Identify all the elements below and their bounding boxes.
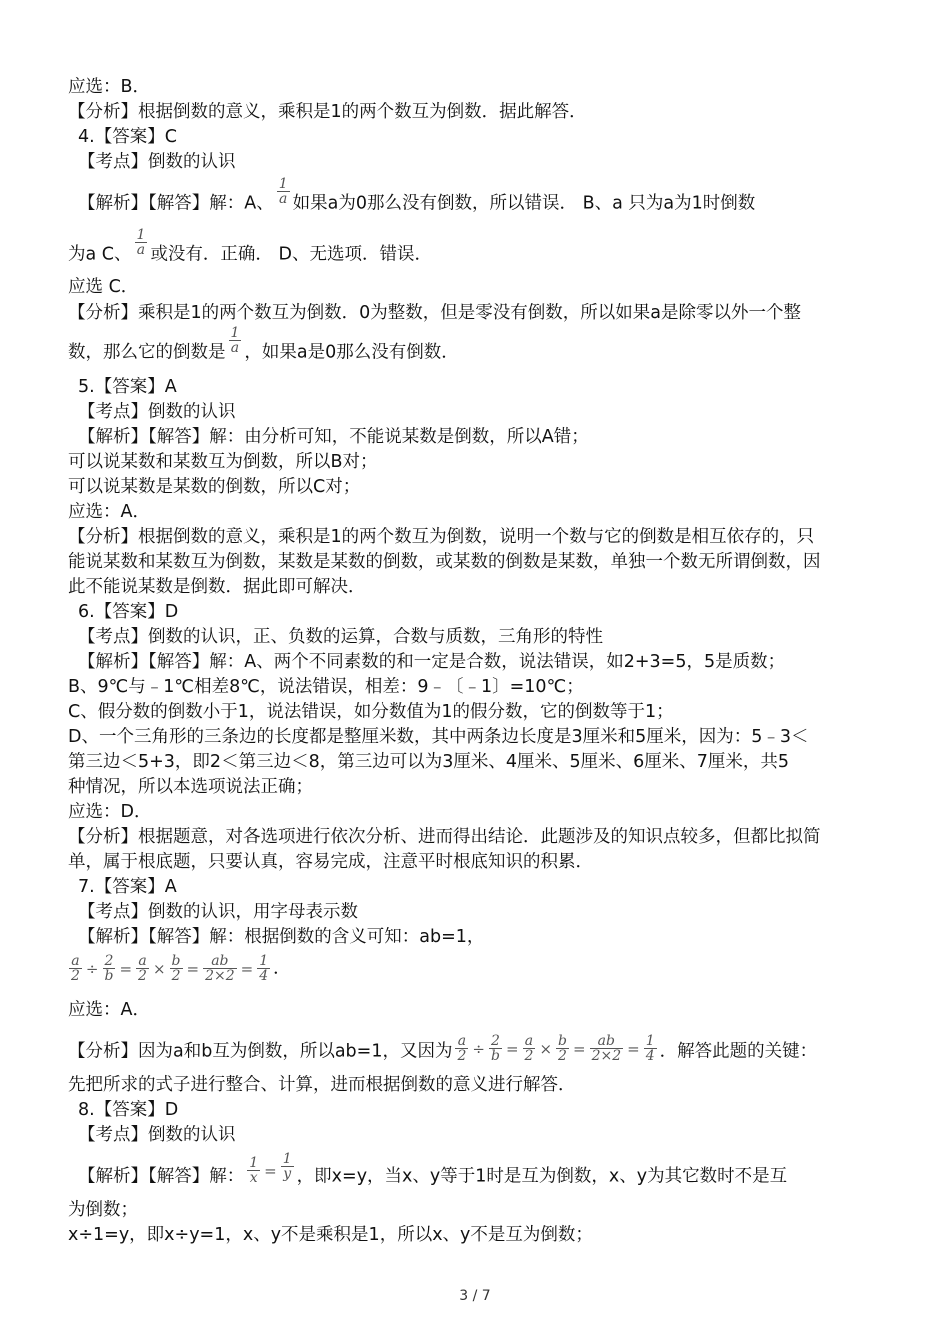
denominator: 2 [71,968,80,984]
kaodian-line: 【考点】倒数的认识 [78,1125,236,1145]
operator: ÷ [472,1039,485,1058]
operator: = [264,1161,277,1180]
operator: × [539,1039,553,1058]
text-line: 应选：B． [68,77,151,97]
fraction-1-over-a [135,228,148,257]
kaodian-line: 【考点】倒数的认识，正、负数的运算，合数与质数，三角形的特性 [78,627,603,647]
denominator: 4 [259,968,269,984]
fraction [203,954,237,983]
denominator: y [283,1166,292,1182]
fraction-1-over-a [229,326,242,355]
text-span: 为a C、 [68,244,132,265]
text-line: 应选：A． [68,1000,150,1020]
text-line: 可以说某数和某数互为倒数，所以B对； [68,452,378,472]
text-line: 能说某数和某数互为倒数，某数是某数的倒数，或某数的倒数是某数，单独一个数无所谓倒数，因 [68,552,821,572]
operator: = [119,959,133,978]
numerator: ab [203,954,237,969]
text-line [78,176,756,218]
text-line: x÷1=y，即x÷y=1，x、y不是乘积是1，所以x、y不是互为倒数； [68,1225,593,1245]
operator: × [152,959,166,978]
text-line: C、假分数的倒数小于1，说法错误，如分数值为1的假分数，它的倒数等于1； [68,702,674,722]
numerator: 1 [249,1155,259,1171]
numerator: ab [590,1034,624,1049]
numerator: 1 [136,227,146,243]
fraction [455,1034,468,1063]
fraction [170,954,183,983]
text-line: D、一个三角形的三条边的长度都是整厘米数，其中两条边长度是3厘米和5厘米，因为：5﹣3＜ [68,727,809,747]
fraction [556,1034,569,1063]
text-span: ．解答此题的关键： [659,1041,818,1062]
denominator: 2 [171,968,181,984]
fraction-1-over-y [281,1152,294,1181]
numerator: 2 [489,1034,502,1049]
numerator: a [455,1034,468,1049]
numerator: b [558,1033,567,1049]
answer-heading: 5.【答案】A [78,377,177,397]
text-line [68,227,432,269]
denominator: 2×2 [205,968,235,984]
fraction [590,1034,624,1063]
denominator: 2 [138,968,147,984]
text-line: 应选：D． [68,802,152,822]
denominator: 4 [645,1048,655,1064]
text-line: 种情况，所以本选项说法正确； [68,777,313,797]
kaodian-line: 【考点】倒数的认识 [78,402,236,422]
text-line [68,325,459,367]
denominator: 2×2 [591,1048,622,1064]
operator: = [627,1039,640,1058]
text-line: 应选：A． [68,502,150,522]
operator: = [572,1039,586,1058]
text-span: 【分析】因为a和b互为倒数，所以ab=1，又因为 [68,1041,453,1062]
fraction [103,954,116,983]
fraction-1-over-a [277,177,290,206]
text-line: 先把所求的式子进行整合、计算，进而根据倒数的意义进行解答． [68,1075,576,1095]
numerator: a [523,1034,536,1049]
denominator: 2 [457,1048,467,1064]
operator: ÷ [85,959,99,978]
fraction [644,1034,657,1063]
text-line: 可以说某数是某数的倒数，所以C对； [68,477,361,497]
answer-heading: 8.【答案】D [78,1100,179,1120]
numerator: b [171,953,181,969]
operator: = [505,1039,519,1058]
kaodian-line: 【考点】倒数的认识 [78,152,236,172]
text-span: 如果a为0那么没有倒数，所以错误． B、a 只为a为1时倒数 [292,193,756,214]
numerator: a [136,954,149,969]
text-span: 【解析】【解答】解： [78,1166,245,1187]
fraction [489,1034,502,1063]
fraction [69,954,82,983]
fraction-1-over-x [247,1156,260,1185]
text-line [68,1033,818,1066]
denominator: 2 [524,1048,534,1064]
numerator: 1 [259,953,269,969]
text-span: ，如果a是0那么没有倒数． [244,342,459,363]
numerator: 1 [645,1033,655,1049]
text-line: 【分析】乘积是1的两个数互为倒数．0为整数，但是零没有倒数，所以如果a是除零以外一个整 [68,303,801,323]
text-line: 单，属于根底题，只要认真，容易完成，注意平时根底知识的积累． [68,852,593,872]
fraction [523,1034,536,1063]
text-line: 第三边＜5+3，即2＜第三边＜8，第三边可以为3厘米、4厘米、5厘米、6厘米、7厘米，共5 [68,752,790,772]
denominator: b [490,1048,500,1064]
denominator: x [249,1170,258,1186]
denominator: a [230,340,240,356]
text-line: 【解析】【解答】解：根据倒数的含义可知：ab=1， [78,927,485,947]
text-line: 此不能说某数是倒数．据此即可解决． [68,577,366,597]
text-line: B、9℃与﹣1℃相差8℃，说法错误，相差：9﹣〔﹣1〕=10℃； [68,677,584,697]
operator: = [186,959,200,978]
numerator: 2 [103,954,116,969]
text-line: 应选 C． [68,277,139,297]
text-span: 【解析】【解答】解：A、 [78,193,274,214]
text-span: 或没有．正确． D、无选项．错误． [150,244,432,265]
text-line: 【分析】根据题意，对各选项进行依次分析、进而得出结论．此题涉及的知识点较多，但都比拟简 [68,827,821,847]
numerator: a [69,954,82,969]
fraction [136,954,149,983]
denominator: a [279,191,288,207]
page-number: 3 / 7 [459,1288,491,1304]
answer-heading: 7.【答案】A [78,877,177,897]
formula-line [66,954,291,983]
text-line: 【分析】根据倒数的意义，乘积是1的两个数互为倒数．据此解答． [68,102,587,122]
formula [452,1034,659,1063]
denominator: b [104,968,114,984]
numerator: 1 [278,176,288,192]
operator: = [240,959,254,978]
text-line: 【解析】【解答】解：A、两个不同素数的和一定是合数，说法错误，如2+3=5，5是质数； [78,652,786,672]
text-span: ． [273,958,291,979]
text-line: 【解析】【解答】解：由分析可知，不能说某数是倒数，所以A错； [78,427,589,447]
text-line: 为倒数； [68,1200,138,1220]
text-span: ，即x=y，当x、y等于1时是互为倒数，x、y为其它数时不是互 [296,1166,788,1187]
numerator: 1 [230,325,240,341]
text-span: 数，那么它的倒数是 [68,342,226,363]
formula [66,954,273,983]
kaodian-line: 【考点】倒数的认识，用字母表示数 [78,902,358,922]
text-line: 【分析】根据倒数的意义，乘积是1的两个数互为倒数，说明一个数与它的倒数是相互依存的，只 [68,527,815,547]
fraction [257,954,270,983]
denominator: a [136,242,146,258]
denominator: 2 [558,1048,567,1064]
text-line [78,1151,788,1191]
answer-heading: 6.【答案】D [78,602,179,622]
answer-heading: 4.【答案】C [78,127,177,147]
numerator: 1 [282,1151,292,1167]
